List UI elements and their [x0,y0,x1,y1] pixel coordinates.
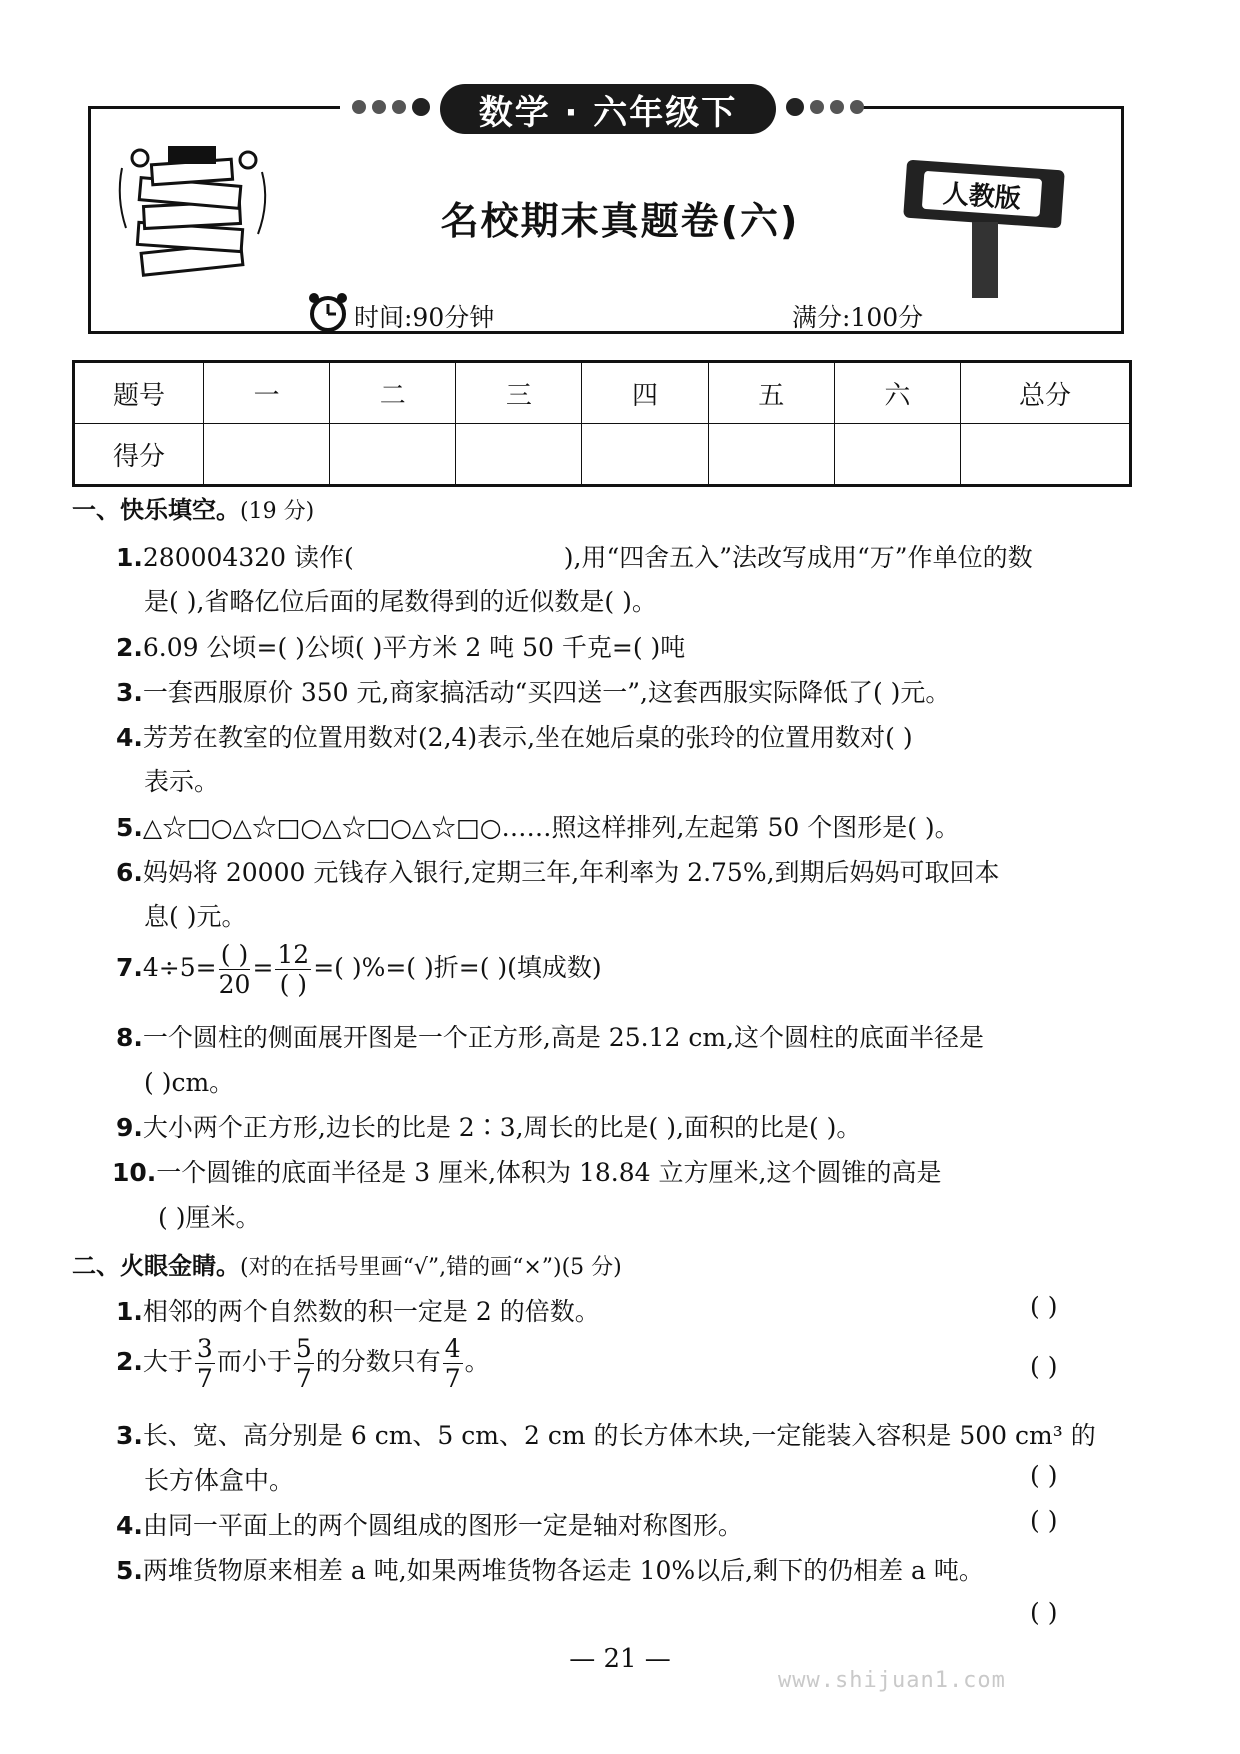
score-input-cell[interactable] [204,424,330,486]
answer-paren[interactable]: ( ) [1030,1292,1058,1321]
question-2-4: 4.由同一平面上的两个圆组成的图形一定是轴对称图形。 [116,1511,743,1540]
table-cell: 题号 [74,362,204,424]
section-2-heading [72,1246,622,1281]
fraction: $\frac{12}{( )}$ [277,940,310,999]
section-1-note: (19 分) [240,499,315,524]
question-1-4: 4.芳芳在教室的位置用数对(2,4)表示,坐在她后桌的张玲的位置用数对( ) [116,723,913,752]
table-cell: 三 [456,362,582,424]
fraction: $\frac{4}{7}$ [444,1334,461,1393]
table-cell: 总分 [961,362,1131,424]
section-1-heading [72,490,314,525]
score-table [72,360,1132,487]
sign-post [972,222,998,298]
question-1-8: 8.一个圆柱的侧面展开图是一个正方形,高是 25.12 cm,这个圆柱的底面半径是 [116,1023,984,1052]
question-2-2: 2.大于 $\frac{3}{7}$ 而小于 $\frac{5}{7}$ 的分数只有 $\frac{4}{7}$ 。 [116,1334,490,1393]
question-1-4-cont: 表示。 [144,767,220,796]
version-sign [903,160,1065,229]
page-title: 名校期末真题卷(六) [440,199,800,243]
question-1-7: 7.4÷5= $\frac{( )}{20}$ = $\frac{12}{( )}$ =( )%=( )折=( )(填成数) [116,940,602,999]
table-cell: 四 [582,362,708,424]
section-1-title: 一、快乐填空。 [72,496,240,524]
full-score: 满分:100分 [792,303,924,332]
version-label: 人教版 [922,171,1042,217]
question-1-1-cont: 是( ),省略亿位后面的尾数得到的近似数是( )。 [144,587,657,616]
question-2-3: 3.长、宽、高分别是 6 cm、5 cm、2 cm 的长方体木块,一定能装入容积是 500 cm³ 的 [116,1421,1096,1450]
question-1-9: 9.大小两个正方形,边长的比是 2∶3,周长的比是( ),面积的比是( )。 [116,1113,862,1142]
score-input-cell[interactable] [961,424,1131,486]
question-1-6: 6.妈妈将 20000 元钱存入银行,定期三年,年利率为 2.75%,到期后妈妈可取回本 [116,858,1000,887]
question-1-8-cont: ( )cm。 [144,1068,235,1097]
question-1-6-cont: 息( )元。 [144,902,247,931]
table-cell: 六 [834,362,960,424]
answer-paren[interactable]: ( ) [1030,1506,1058,1535]
section-2-note: (对的在括号里画“√”,错的画“×”)(5 分) [240,1255,622,1280]
question-1-10: 10.一个圆锥的底面半径是 3 厘米,体积为 18.84 立方厘米,这个圆锥的高是 [112,1158,942,1187]
table-cell: 五 [708,362,834,424]
score-input-cell[interactable] [834,424,960,486]
answer-paren[interactable]: ( ) [1030,1352,1058,1381]
table-row [74,424,1131,486]
question-1-3: 3.一套西服原价 350 元,商家搞活动“买四送一”,这套西服实际降低了( )元。 [116,678,951,707]
time-limit: 时间:90分钟 [354,303,495,332]
fraction: $\frac{3}{7}$ [196,1334,213,1393]
score-input-cell[interactable] [330,424,456,486]
answer-paren[interactable]: ( ) [1030,1461,1058,1490]
alarm-clock-icon [306,290,350,334]
question-2-5: 5.两堆货物原来相差 a 吨,如果两堆货物各运走 10%以后,剩下的仍相差 a 吨。 [116,1556,984,1585]
question-1-5: 5.△☆□○△☆□○△☆□○△☆□○……照这样排列,左起第 50 个图形是( )。 [116,813,960,842]
question-1-10-cont: ( )厘米。 [158,1203,261,1232]
answer-paren[interactable]: ( ) [1030,1598,1058,1627]
table-cell: 一 [204,362,330,424]
question-1-1: 1.280004320 读作( ),用“四舍五入”法改写成用“万”作单位的数 [116,543,1033,572]
subject-banner: 数学 · 六年级下 [440,84,776,134]
question-1-2: 2.6.09 公顷=( )公顷( )平方米 2 吨 50 千克=( )吨 [116,633,686,662]
question-2-3-cont: 长方体盒中。 [144,1466,295,1495]
score-input-cell[interactable] [708,424,834,486]
fraction: $\frac{5}{7}$ [295,1334,312,1393]
watermark: www.shijuan1.com [778,1668,1006,1693]
page-number: — 21 — [569,1644,671,1674]
table-cell: 二 [330,362,456,424]
question-2-1: 1.相邻的两个自然数的积一定是 2 的倍数。 [116,1297,600,1326]
score-input-cell[interactable] [456,424,582,486]
banner-dots-left [352,98,430,116]
table-row [74,362,1131,424]
section-2-title: 二、火眼金睛。 [72,1252,240,1280]
table-cell: 得分 [74,424,204,486]
fraction: $\frac{( )}{20}$ [218,940,251,999]
book-stack-illustration [112,138,272,288]
banner-dots-right [786,98,864,116]
score-input-cell[interactable] [582,424,708,486]
